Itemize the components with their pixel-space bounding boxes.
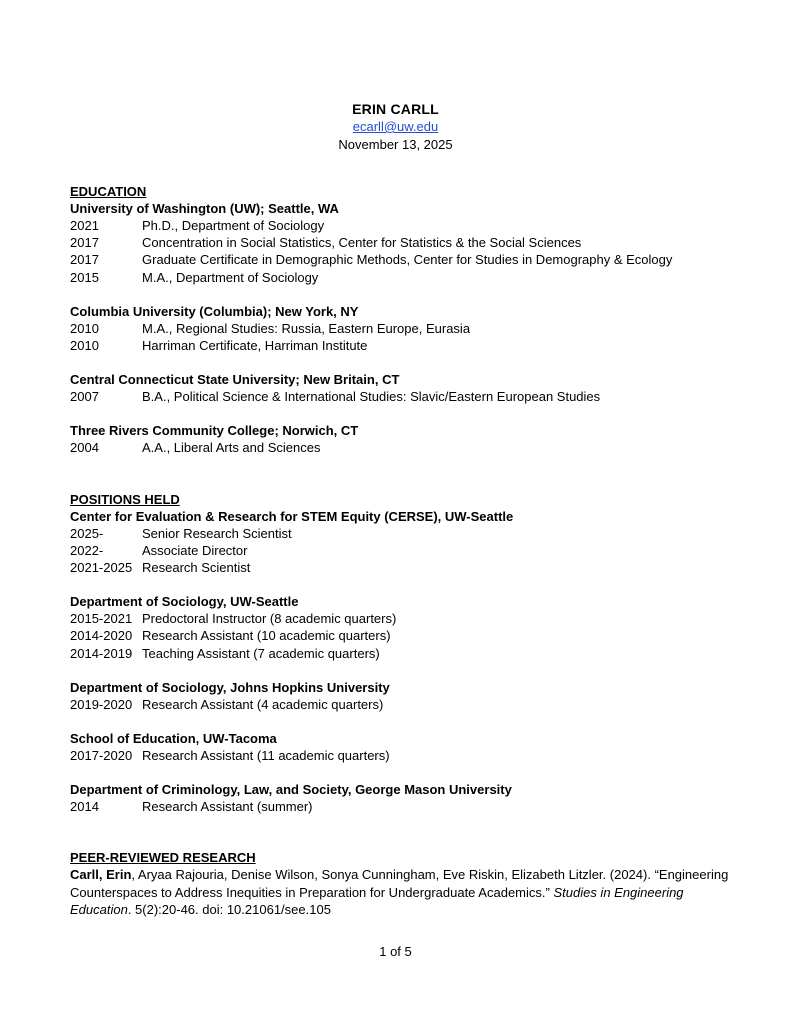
entry-year: 2017	[70, 252, 99, 268]
citation-entry	[70, 866, 730, 918]
entry-description: Teaching Assistant (7 academic quarters)	[142, 645, 380, 661]
spacer	[70, 713, 730, 730]
employer-block	[70, 679, 730, 713]
education-heading: EDUCATION	[70, 184, 147, 199]
author-name: ERIN CARLL	[352, 101, 439, 117]
entry-description: Predoctoral Instructor (8 academic quarters)	[142, 611, 397, 627]
position-entry	[70, 559, 730, 576]
education-entry	[70, 439, 730, 456]
entry-description: Research Assistant (4 academic quarters)	[142, 696, 384, 712]
citation-journal: Studies in Engineering Education	[70, 884, 684, 917]
research-heading: PEER-REVIEWED RESEARCH	[70, 850, 256, 866]
entry-year: 2017-2020	[70, 748, 133, 764]
spacer	[70, 457, 730, 491]
institution-block	[70, 371, 730, 405]
citation-details: . 5(2):20-46. doi: 10.21061/see.105	[127, 901, 331, 917]
spacer	[70, 354, 730, 371]
employer-name: Department of Sociology, Johns Hopkins University	[70, 679, 390, 695]
spacer	[70, 405, 730, 422]
position-entry	[70, 645, 730, 662]
entry-year: 2021	[70, 218, 99, 233]
entry-year: 2004	[70, 440, 99, 456]
institution-name: Central Connecticut State University; New Britain, CT	[70, 372, 400, 388]
position-entry	[70, 610, 730, 627]
page-number: 1 of 5	[379, 944, 412, 959]
entry-description: Research Assistant (11 academic quarters)	[142, 748, 390, 764]
employer-name: Department of Criminology, Law, and Society, George Mason University	[70, 782, 512, 798]
institution-name: University of Washington (UW); Seattle, WA	[70, 201, 339, 216]
entry-year: 2019-2020	[70, 696, 133, 712]
employer-block	[70, 781, 730, 815]
spacer	[70, 662, 730, 679]
entry-year: 2010	[70, 320, 99, 336]
position-entry	[70, 525, 730, 542]
position-entry	[70, 542, 730, 559]
entry-year: 2015-2021	[70, 611, 133, 627]
entry-year: 2017	[70, 235, 99, 251]
education-entry	[70, 269, 730, 286]
entry-description: Research Assistant (10 academic quarters)	[142, 628, 391, 644]
entry-description: Graduate Certificate in Demographic Methods, Center for Studies in Demography & Ecology	[142, 252, 673, 268]
employer-name: Center for Evaluation & Research for STEM Equity (CERSE), UW-Seattle	[70, 508, 514, 524]
position-entry	[70, 627, 730, 644]
entry-description: Senior Research Scientist	[142, 525, 292, 541]
citation-coauthors: , Aryaa Rajouria, Denise Wilson, Sonya Cunningham, Eve Riskin, Elizabeth Litzler. (2024).	[131, 867, 651, 883]
employer-block	[70, 593, 730, 662]
cv-body	[70, 183, 730, 918]
positions-heading: POSITIONS HELD	[70, 491, 180, 507]
entry-description: B.A., Political Science & International Studies: Slavic/Eastern European Studies	[142, 389, 601, 405]
entry-year: 2014-2020	[70, 628, 133, 644]
entry-year: 2007	[70, 389, 99, 405]
entry-year: 2015	[70, 269, 99, 285]
entry-description: Associate Director	[142, 542, 248, 558]
entry-description: Research Scientist	[142, 560, 251, 576]
entry-year: 2021-2025	[70, 560, 133, 576]
education-entry	[70, 388, 730, 405]
cv-header	[0, 101, 791, 153]
entry-description: A.A., Liberal Arts and Sciences	[142, 440, 321, 456]
spacer	[70, 764, 730, 781]
spacer	[70, 815, 730, 849]
institution-block	[70, 200, 730, 286]
employer-name: Department of Sociology, UW-Seattle	[70, 594, 299, 610]
employer-name: School of Education, UW-Tacoma	[70, 731, 277, 747]
entry-year: 2025-	[70, 525, 104, 541]
employer-block	[70, 730, 730, 764]
position-entry	[70, 696, 730, 713]
entry-year: 2022-	[70, 542, 104, 558]
entry-description: M.A., Regional Studies: Russia, Eastern Europe, Eurasia	[142, 320, 471, 336]
institution-name: Columbia University (Columbia); New York, NY	[70, 303, 359, 319]
position-entry	[70, 747, 730, 764]
entry-description: Concentration in Social Statistics, Center for Statistics & the Social Sciences	[142, 235, 582, 251]
education-entry	[70, 251, 730, 268]
email-link[interactable]: ecarll@uw.edu	[352, 119, 439, 134]
research-section	[70, 849, 730, 918]
institution-block	[70, 303, 730, 354]
entry-year: 2014	[70, 799, 99, 815]
entry-year: 2014-2019	[70, 645, 133, 661]
entry-description: M.A., Department of Sociology	[142, 269, 319, 285]
spacer	[70, 286, 730, 303]
entry-description: Ph.D., Department of Sociology	[142, 218, 325, 233]
entry-description: Research Assistant (summer)	[142, 799, 313, 815]
institution-block	[70, 422, 730, 456]
education-entry	[70, 234, 730, 251]
education-section	[70, 183, 730, 457]
positions-section	[70, 491, 730, 816]
education-entry	[70, 320, 730, 337]
position-entry	[70, 798, 730, 815]
entry-year: 2010	[70, 338, 99, 354]
document-date: November 13, 2025	[338, 137, 453, 152]
entry-description: Harriman Certificate, Harriman Institute	[142, 338, 368, 354]
education-entry	[70, 217, 730, 234]
spacer	[70, 576, 730, 593]
employer-block	[70, 508, 730, 577]
education-entry	[70, 337, 730, 354]
citation-lead-author: Carll, Erin	[70, 867, 132, 883]
institution-name: Three Rivers Community College; Norwich, CT	[70, 423, 359, 439]
citation-title: “Engineering Counterspaces to Address Inequities in Preparation for Undergraduate Academics.”	[70, 867, 729, 900]
